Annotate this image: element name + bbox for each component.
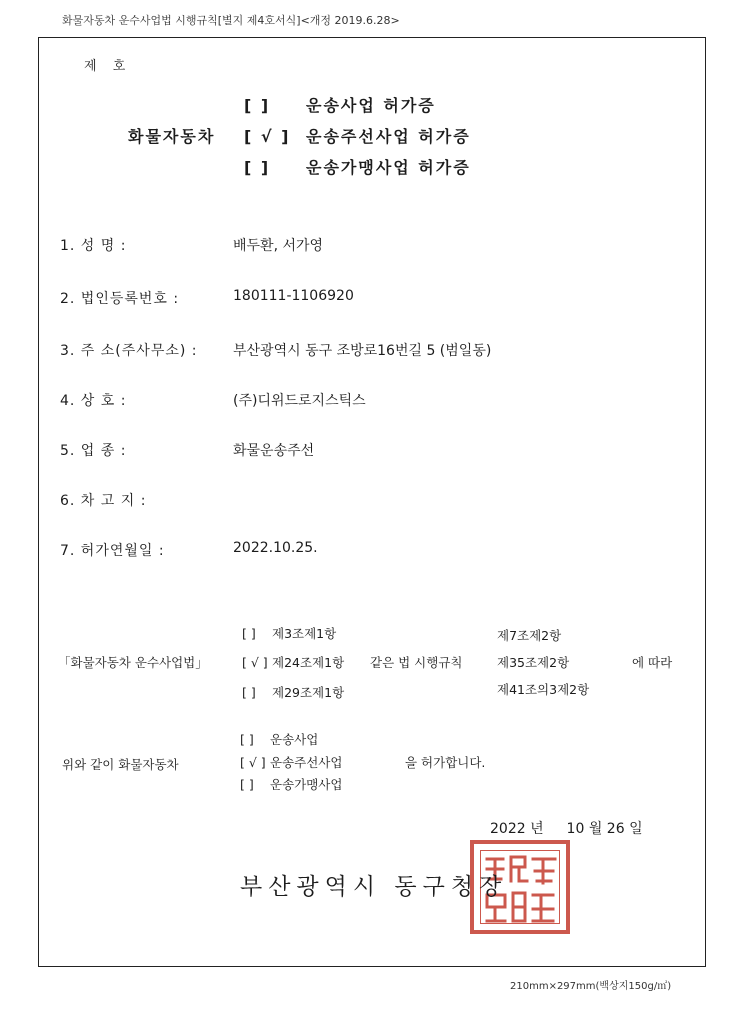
grant-option xyxy=(240,753,342,771)
law-article xyxy=(242,653,344,671)
issue-month-unit: 월 xyxy=(588,821,603,837)
permit-type-line xyxy=(244,93,436,116)
grant-label: 운송가맹사업 xyxy=(270,777,343,792)
grant-label: 운송주선사업 xyxy=(270,755,343,770)
permit-label: 운송주선사업 허가증 xyxy=(306,127,471,146)
article-checkbox: [ ] xyxy=(242,626,256,641)
field-value-name: 배두환, 서가영 xyxy=(233,238,324,254)
article-label: 제29조제1항 xyxy=(272,685,345,700)
permit-label: 운송가맹사업 허가증 xyxy=(306,158,471,177)
grant-checkbox: [ ] xyxy=(240,777,254,792)
form-title: 화물자동차 운수사업법 시행규칙[별지 제4호서식]<개정 2019.6.28> xyxy=(62,14,400,27)
grant-checkbox: [ √ ] xyxy=(240,755,266,770)
grant-option xyxy=(240,775,342,793)
issuer-name: 부산광역시 동구청장 xyxy=(240,874,508,900)
permit-label: 운송사업 허가증 xyxy=(306,96,436,115)
field-value-trade-name: (주)디위드로지스틱스 xyxy=(233,393,366,409)
issue-year: 2022 xyxy=(490,821,526,837)
field-label-name: 1. 성 명 : xyxy=(60,238,127,254)
permit-type-line xyxy=(244,124,471,147)
grant-label: 운송사업 xyxy=(270,732,319,747)
rule-article: 제7조제2항 xyxy=(497,628,562,643)
rule-article: 제35조제2항 xyxy=(497,655,570,670)
grant-checkbox: [ ] xyxy=(240,732,254,747)
grant-option xyxy=(240,730,318,748)
permit-type-prefix: 화물자동차 xyxy=(128,127,216,146)
issue-month: 10 xyxy=(566,821,585,837)
field-value-permit-date: 2022.10.25. xyxy=(233,540,318,556)
article-label: 제24조제1항 xyxy=(272,655,345,670)
law-article xyxy=(242,683,344,701)
issue-date xyxy=(490,818,643,838)
permit-checkbox: [ ] xyxy=(244,158,271,177)
permit-checkbox: [ √ ] xyxy=(244,127,291,146)
field-label-corp-reg: 2. 법인등록번호 : xyxy=(60,291,180,307)
doc-number-label: 제 호 xyxy=(84,59,132,74)
permit-checkbox: [ ] xyxy=(244,96,271,115)
issue-day-unit: 일 xyxy=(629,821,643,837)
field-label-trade-name: 4. 상 호 : xyxy=(60,393,127,409)
law-suffix: 에 따라 xyxy=(632,655,673,670)
law-article xyxy=(242,624,336,642)
law-name: 「화물자동차 운수사업법」 xyxy=(58,655,208,670)
field-value-corp-reg: 180111-1106920 xyxy=(233,288,354,304)
grant-suffix: 을 허가합니다. xyxy=(405,755,486,770)
paper-spec: 210mm×297mm(백상지150g/㎡) xyxy=(510,981,672,992)
article-checkbox: [ ] xyxy=(242,685,256,700)
field-value-address: 부산광역시 동구 조방로16번길 5 (범일동) xyxy=(233,343,492,359)
article-label: 제3조제1항 xyxy=(272,626,337,641)
permit-type-line xyxy=(244,155,471,178)
field-label-address: 3. 주 소(주사무소) : xyxy=(60,343,198,359)
grant-prefix: 위와 같이 화물자동차 xyxy=(62,757,179,772)
issue-year-unit: 년 xyxy=(530,821,544,837)
issue-day: 26 xyxy=(606,821,625,837)
article-checkbox: [ √ ] xyxy=(242,655,268,670)
field-value-business-type: 화물운송주선 xyxy=(233,443,315,459)
field-label-garage: 6. 차 고 지 : xyxy=(60,493,147,509)
law-middle-text: 같은 법 시행규칙 xyxy=(370,655,463,670)
field-label-business-type: 5. 업 종 : xyxy=(60,443,127,459)
rule-article: 제41조의3제2항 xyxy=(497,682,590,697)
field-label-permit-date: 7. 허가연월일 : xyxy=(60,543,165,559)
